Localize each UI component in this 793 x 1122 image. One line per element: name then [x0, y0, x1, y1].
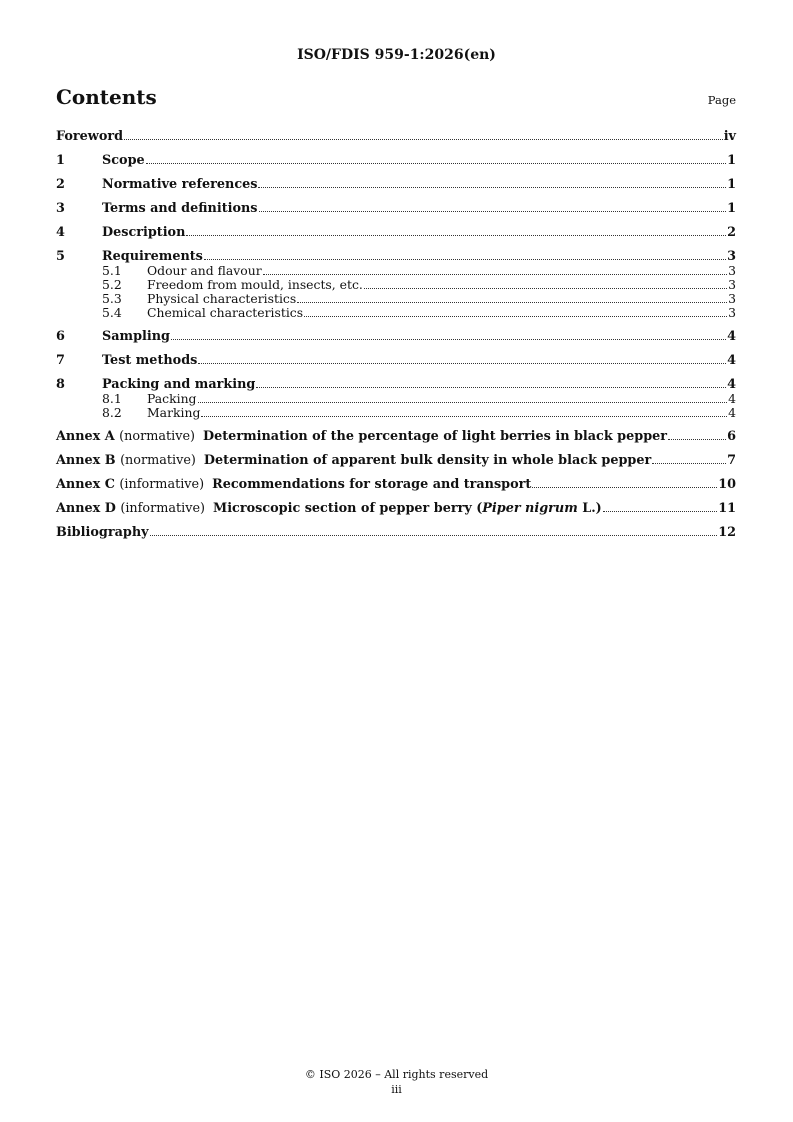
toc-entry-number: 8.2: [102, 405, 122, 420]
annex-kind: (informative): [120, 501, 206, 516]
toc-entry-number: 5.3: [102, 291, 122, 306]
title-text: Microscopic section of pepper berry (: [213, 501, 483, 516]
toc-entry-title: Sampling: [102, 329, 170, 344]
toc-entry-number: 8.1: [102, 391, 122, 406]
toc-entry-page: 4: [728, 391, 736, 406]
toc-entry-clause-6[interactable]: [56, 329, 736, 344]
toc-entry-title: Bibliography: [56, 525, 149, 540]
leader-dots: [652, 463, 726, 464]
copyright-notice: © ISO 2026 – All rights reserved: [304, 1068, 489, 1081]
leader-dots: [304, 316, 727, 317]
toc-entry-annex-b[interactable]: [56, 453, 736, 468]
table-of-contents: [56, 129, 736, 540]
toc-entry-title: Scope: [102, 153, 145, 168]
toc-entry-page: 6: [727, 429, 736, 444]
leader-dots: [297, 302, 727, 303]
toc-entry-subclause-8-2[interactable]: [56, 406, 736, 420]
toc-entry-bibliography[interactable]: [56, 525, 736, 540]
page-column-label: Page: [707, 93, 736, 107]
leader-dots: [150, 535, 718, 536]
toc-entry-number: 5: [56, 249, 65, 264]
toc-entry-title: Packing: [147, 391, 197, 406]
leader-dots: [259, 211, 727, 212]
toc-entry-annex-d[interactable]: [56, 501, 736, 516]
leader-dots: [186, 235, 726, 236]
toc-entry-page: iv: [723, 129, 736, 144]
toc-entry-page: 1: [727, 153, 736, 168]
toc-entry-subclause-5-3[interactable]: [56, 292, 736, 306]
leader-dots: [201, 416, 727, 417]
toc-entry-clause-1[interactable]: [56, 153, 736, 168]
document-header: ISO/FDIS 959-1:2026(en): [297, 47, 496, 63]
annex-label: Annex B: [56, 453, 116, 468]
toc-entry-number: 2: [56, 177, 65, 192]
toc-entry-page: 3: [728, 291, 736, 306]
toc-entry-page: 2: [727, 225, 736, 240]
toc-entry-title: Determination of the percentage of light berries in black pepper: [203, 429, 668, 444]
species-name: Piper nigrum: [482, 501, 578, 516]
toc-entry-number: 3: [56, 201, 65, 216]
page-footer: [0, 1067, 793, 1097]
title-text: L.): [577, 501, 602, 516]
toc-entry-clause-3[interactable]: [56, 201, 736, 216]
toc-entry-page: 3: [727, 249, 736, 264]
toc-entry-page: 3: [728, 277, 736, 292]
leader-dots: [364, 288, 727, 289]
toc-entry-title: Requirements: [102, 249, 203, 264]
toc-entry-title: Physical characteristics: [147, 291, 297, 306]
toc-entry-title: Description: [102, 225, 186, 240]
toc-entry-number: 7: [56, 353, 65, 368]
toc-entry-subclause-5-2[interactable]: [56, 278, 736, 292]
toc-entry-number: 6: [56, 329, 65, 344]
toc-entry-page: 4: [728, 405, 736, 420]
toc-entry-clause-7[interactable]: [56, 353, 736, 368]
leader-dots: [256, 387, 726, 388]
toc-entry-title: Marking: [147, 405, 201, 420]
leader-dots: [668, 439, 726, 440]
leader-dots: [532, 487, 717, 488]
toc-entry-title: Odour and flavour: [147, 263, 262, 278]
toc-entry-title: Recommendations for storage and transport: [212, 477, 532, 492]
toc-entry-number: 5.2: [102, 277, 122, 292]
toc-entry-title: Foreword: [56, 129, 124, 144]
toc-entry-number: 1: [56, 153, 65, 168]
toc-entry-title: Normative references: [102, 177, 258, 192]
toc-entry-clause-4[interactable]: [56, 225, 736, 240]
toc-entry-number: 5.1: [102, 263, 122, 278]
toc-entry-number: 8: [56, 377, 65, 392]
toc-entry-page: 7: [727, 453, 736, 468]
annex-kind: (normative): [120, 453, 196, 468]
toc-entry-page: 4: [727, 329, 736, 344]
toc-entry-title: Chemical characteristics: [147, 305, 304, 320]
contents-title: Contents: [56, 85, 157, 109]
toc-entry-title: Determination of apparent bulk density in whole black pepper: [203, 453, 652, 468]
leader-dots: [258, 187, 726, 188]
annex-kind: (normative): [119, 429, 196, 444]
toc-entry-title: Freedom from mould, insects, etc.: [147, 277, 363, 292]
toc-entry-subclause-5-4[interactable]: [56, 306, 736, 320]
leader-dots: [171, 339, 726, 340]
toc-entry-subclause-8-1[interactable]: [56, 392, 736, 406]
toc-entry-clause-5[interactable]: [56, 249, 736, 264]
leader-dots: [603, 511, 717, 512]
toc-entry-page: 11: [718, 501, 736, 516]
toc-entry-number: 4: [56, 225, 65, 240]
toc-entry-title: Packing and marking: [102, 377, 256, 392]
toc-entry-page: 4: [727, 377, 736, 392]
annex-label: Annex A: [56, 429, 115, 444]
toc-entry-page: 3: [728, 263, 736, 278]
toc-entry-annex-c[interactable]: [56, 477, 736, 492]
annex-label: Annex D: [56, 501, 116, 516]
toc-entry-page: 1: [727, 201, 736, 216]
toc-entry-page: 10: [718, 477, 736, 492]
toc-entry-foreword[interactable]: [56, 129, 736, 144]
leader-dots: [204, 259, 726, 260]
toc-entry-title: Test methods: [102, 353, 198, 368]
toc-entry-annex-a[interactable]: [56, 429, 736, 444]
toc-entry-subclause-5-1[interactable]: [56, 264, 736, 278]
toc-entry-title: Terms and definitions: [102, 201, 258, 216]
toc-entry-number: 5.4: [102, 305, 122, 320]
toc-entry-title: [213, 501, 602, 516]
annex-label: Annex C: [56, 477, 115, 492]
leader-dots: [124, 139, 723, 140]
toc-entry-page: 3: [728, 305, 736, 320]
leader-dots: [146, 163, 726, 164]
toc-entry-page: 4: [727, 353, 736, 368]
page-number: iii: [391, 1083, 402, 1096]
toc-entry-clause-2[interactable]: [56, 177, 736, 192]
toc-entry-page: 1: [727, 177, 736, 192]
toc-entry-clause-8[interactable]: [56, 377, 736, 392]
annex-kind: (informative): [119, 477, 205, 492]
leader-dots: [198, 402, 728, 403]
leader-dots: [263, 274, 727, 275]
toc-entry-page: 12: [718, 525, 736, 540]
leader-dots: [198, 363, 726, 364]
